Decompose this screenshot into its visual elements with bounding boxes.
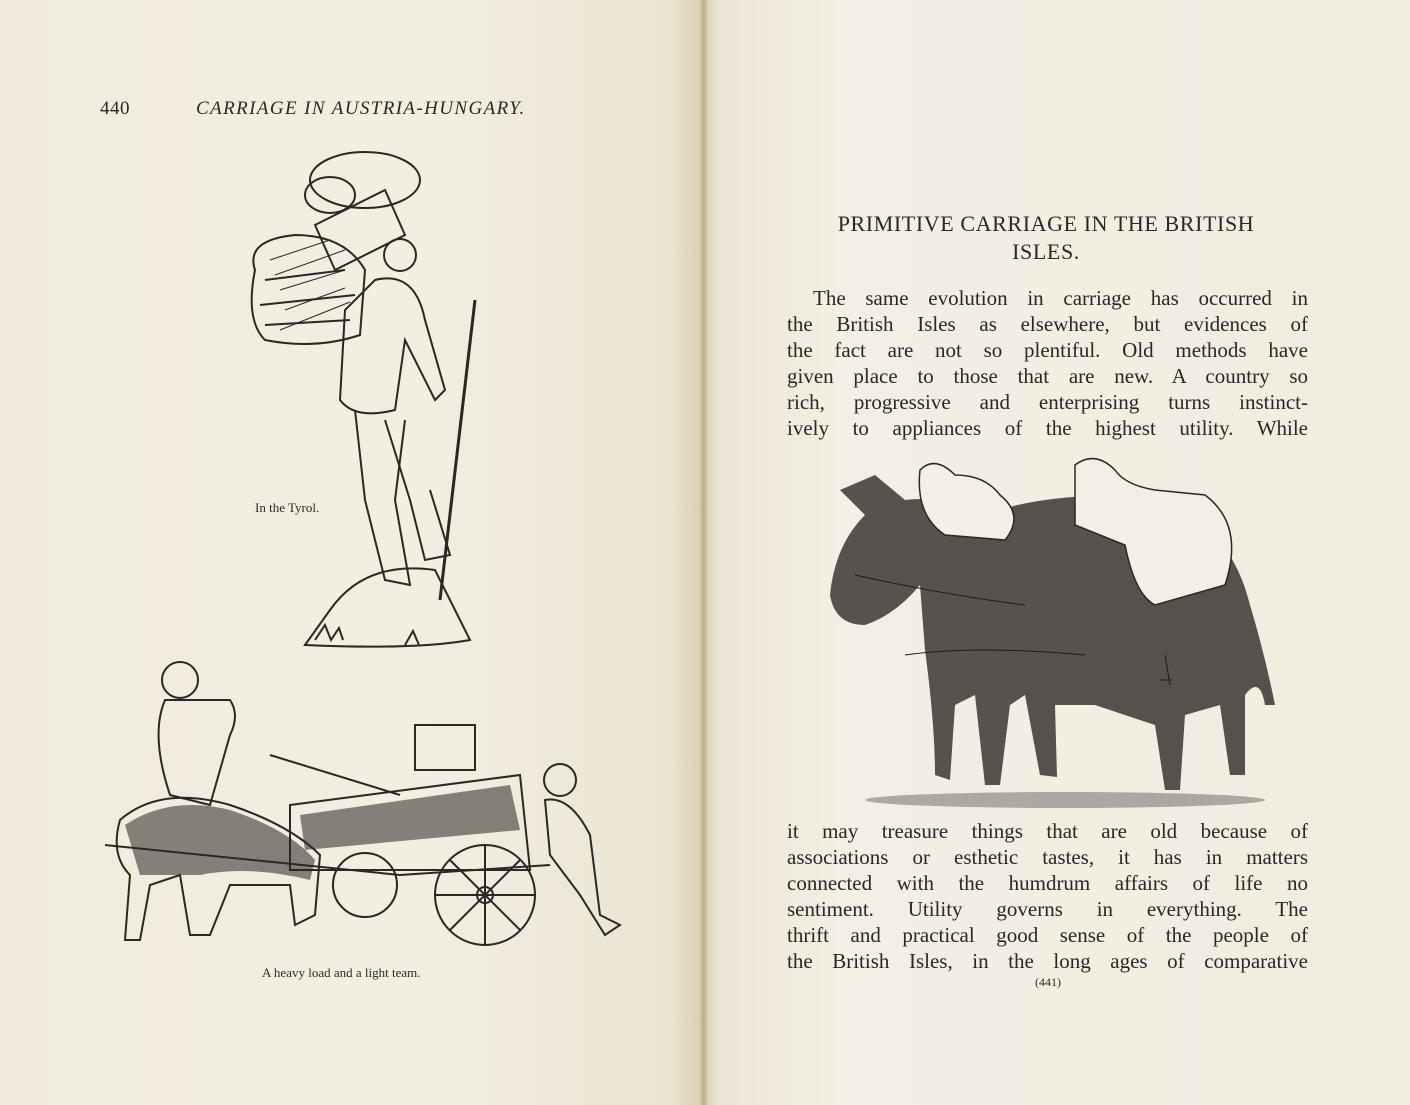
page-number: 440 <box>100 98 130 119</box>
text-line: it may treasure things that are old because of <box>787 819 1308 843</box>
text-line: connected with the humdrum affairs of life no <box>787 871 1308 895</box>
text-line: The same evolution in carriage has occurred in <box>813 286 1308 310</box>
caption-dog-cart: A heavy load and a light team. <box>262 965 421 980</box>
text-line: given place to those that are new. A country so <box>787 364 1308 388</box>
folio-page-number: (441) <box>1035 975 1061 989</box>
text-line: the British Isles, in the long ages of comparative <box>787 949 1308 973</box>
caption-tyrol: In the Tyrol. <box>255 500 320 515</box>
paragraph-top <box>787 285 1308 441</box>
dog-cart-illustration <box>100 655 630 955</box>
running-head-title: CARRIAGE IN AUSTRIA-HUNGARY. <box>196 98 526 119</box>
tyrol-porter-illustration <box>235 140 485 660</box>
book-spine <box>697 0 709 1105</box>
text-line: sentiment. Utility governs in everything. The <box>787 897 1308 921</box>
chapter-title <box>786 210 1306 266</box>
chapter-title-line1: PRIMITIVE CARRIAGE IN THE BRITISH <box>837 211 1255 236</box>
paragraph-bottom <box>787 818 1308 974</box>
text-line: the British Isles as elsewhere, but evidences of <box>787 312 1308 336</box>
text-line: rich, progressive and enterprising turns instinct- <box>787 390 1308 414</box>
text-line: thrift and practical good sense of the people of <box>787 923 1308 947</box>
text-line: associations or esthetic tastes, it has in matters <box>787 845 1308 869</box>
text-line: ively to appliances of the highest utility. While <box>787 416 1308 440</box>
pack-donkeys-illustration <box>825 455 1280 810</box>
chapter-title-line2: ISLES. <box>1012 239 1080 264</box>
text-line: the fact are not so plentiful. Old methods have <box>787 338 1308 362</box>
